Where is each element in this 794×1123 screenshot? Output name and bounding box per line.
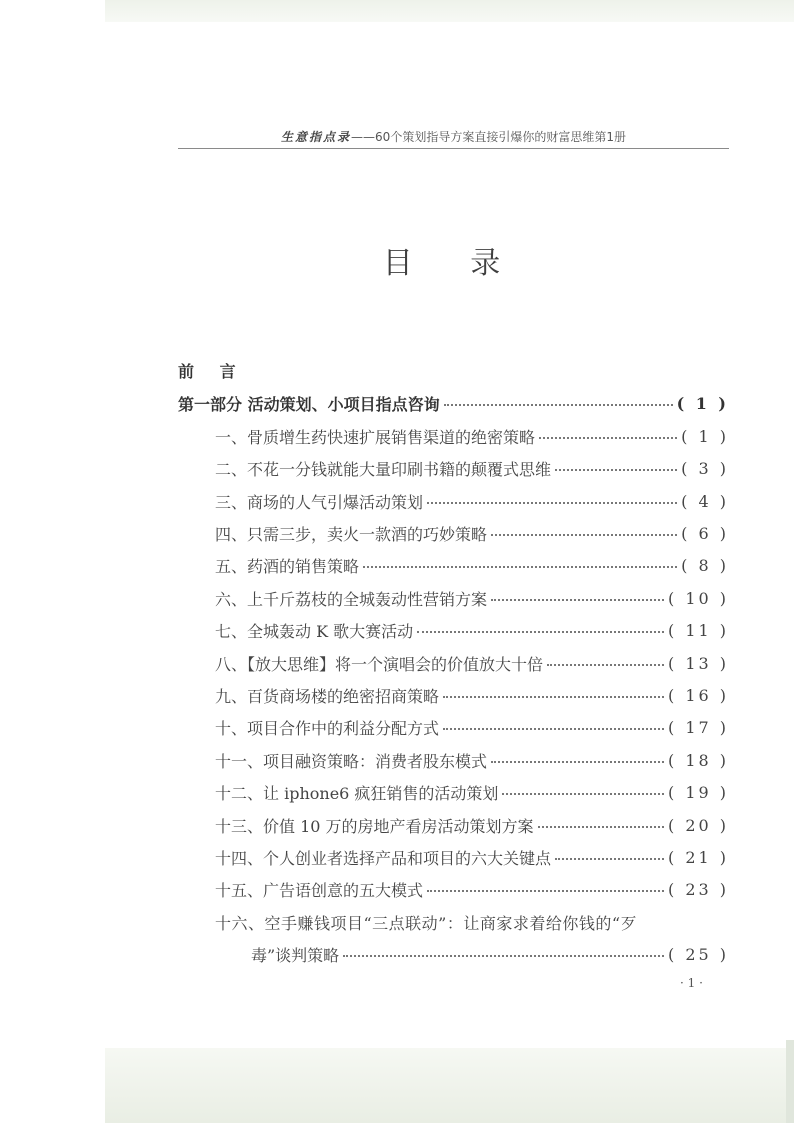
scan-edge-top [105,0,794,22]
dot-leader [363,566,677,568]
dot-leader [539,437,677,439]
toc-entry-page: ( 10 ) [667,588,729,608]
toc-entry-title: 七、全城轰动 K 歌大赛活动 [215,621,414,641]
dot-leader [502,793,664,795]
toc-entry-title: 五、药酒的销售策略 [215,556,360,576]
toc-entry-title: 四、只需三步，卖火一款酒的巧妙策略 [215,524,488,544]
dot-leader [555,858,664,860]
dot-leader [491,599,664,601]
toc-entry-page: ( 3 ) [681,458,729,478]
dot-leader [491,761,664,763]
dot-leader [443,696,664,698]
book-subtitle: ——60个策划指导方案直接引爆你的财富思维第1册 [351,130,626,144]
toc-entry-page: ( 6 ) [681,523,729,543]
dot-leader [427,502,677,504]
dot-leader [547,664,664,666]
series-name: 生意指点录 [281,130,352,144]
toc-entry[interactable] [251,942,729,966]
running-header [178,128,729,145]
dot-leader [443,728,664,730]
toc-entry[interactable] [215,553,729,577]
toc-entry-page: ( 1 ) [676,393,729,413]
toc-entry[interactable] [215,424,729,448]
dot-leader [538,826,664,828]
page-number: · 1 · [680,976,703,990]
toc-entry-title: 十五、广告语创意的五大模式 [215,880,424,900]
toc-entry-page: ( 18 ) [667,750,729,770]
toc-entry-page: ( 20 ) [667,815,729,835]
scan-edge-bottom [105,1048,794,1123]
dot-leader [417,631,664,633]
toc-entry-title: 十二、让 iphone6 疯狂销售的活动策划 [215,783,499,803]
toc-entry[interactable] [215,618,729,642]
toc-entry[interactable] [215,715,729,739]
toc-entry-page: ( 19 ) [667,782,729,802]
toc-entry-page: ( 21 ) [667,847,729,867]
toc-entry[interactable] [215,489,729,513]
toc-entry[interactable] [215,586,729,610]
dot-leader [555,469,677,471]
dot-leader [491,534,677,536]
toc-entry-title: 六、上千斤荔枝的全城轰动性营销方案 [215,589,488,609]
toc-entry-title: 十一、项目融资策略：消费者股东模式 [215,751,488,771]
toc-entry[interactable] [215,521,729,545]
toc-entry[interactable] [215,456,729,480]
toc-entry-title: 第一部分 活动策划、小项目指点咨询 [178,394,440,414]
toc-entry[interactable] [215,748,729,772]
toc-entry-title: 三、商场的人气引爆活动策划 [215,492,424,512]
dot-leader [427,890,664,892]
toc-entry-page: ( 1 ) [681,426,729,446]
toc-entry[interactable] [215,813,729,837]
toc-entry-title: 一、骨质增生药快速扩展销售渠道的绝密策略 [215,427,536,447]
toc-entry-title: 十四、个人创业者选择产品和项目的六大关键点 [215,848,552,868]
toc-entry[interactable] [215,683,729,707]
toc-entry[interactable] [215,780,729,804]
toc-entry-page: ( 25 ) [667,944,729,964]
dot-leader [444,404,673,406]
toc-entry-page: ( 16 ) [667,685,729,705]
toc-entry[interactable] [215,651,729,675]
toc-entry[interactable] [215,845,729,869]
toc-entry-page: ( 23 ) [667,879,729,899]
toc-entry-page: ( 11 ) [667,620,729,640]
toc-preface: 前 言 [178,362,246,381]
toc-entry-title: 九、百货商场楼的绝密招商策略 [215,686,440,706]
toc-title: 目 录 [382,246,525,281]
toc-entry-page: ( 8 ) [681,555,729,575]
scan-edge-right [786,1040,794,1123]
toc-part-one[interactable] [178,391,729,415]
toc-entry-title: 十、项目合作中的利益分配方式 [215,718,440,738]
toc-entry-title: 二、不花一分钱就能大量印刷书籍的颠覆式思维 [215,459,552,479]
toc-entry[interactable] [215,877,729,901]
toc-entry-title-line1[interactable]: 十六、空手赚钱项目“三点联动”：让商家求着给你钱的“歹 [215,914,638,933]
toc-entry-page: ( 17 ) [667,717,729,737]
toc-entry-title: 十三、价值 10 万的房地产看房活动策划方案 [215,816,534,836]
toc-entry-page: ( 13 ) [667,653,729,673]
toc-entry-page: ( 4 ) [681,491,729,511]
header-rule [178,148,729,149]
toc-entry-title-line2: 毒”谈判策略 [251,945,340,965]
toc-entry-title: 八、【放大思维】将一个演唱会的价值放大十倍 [215,654,544,674]
dot-leader [343,955,664,957]
